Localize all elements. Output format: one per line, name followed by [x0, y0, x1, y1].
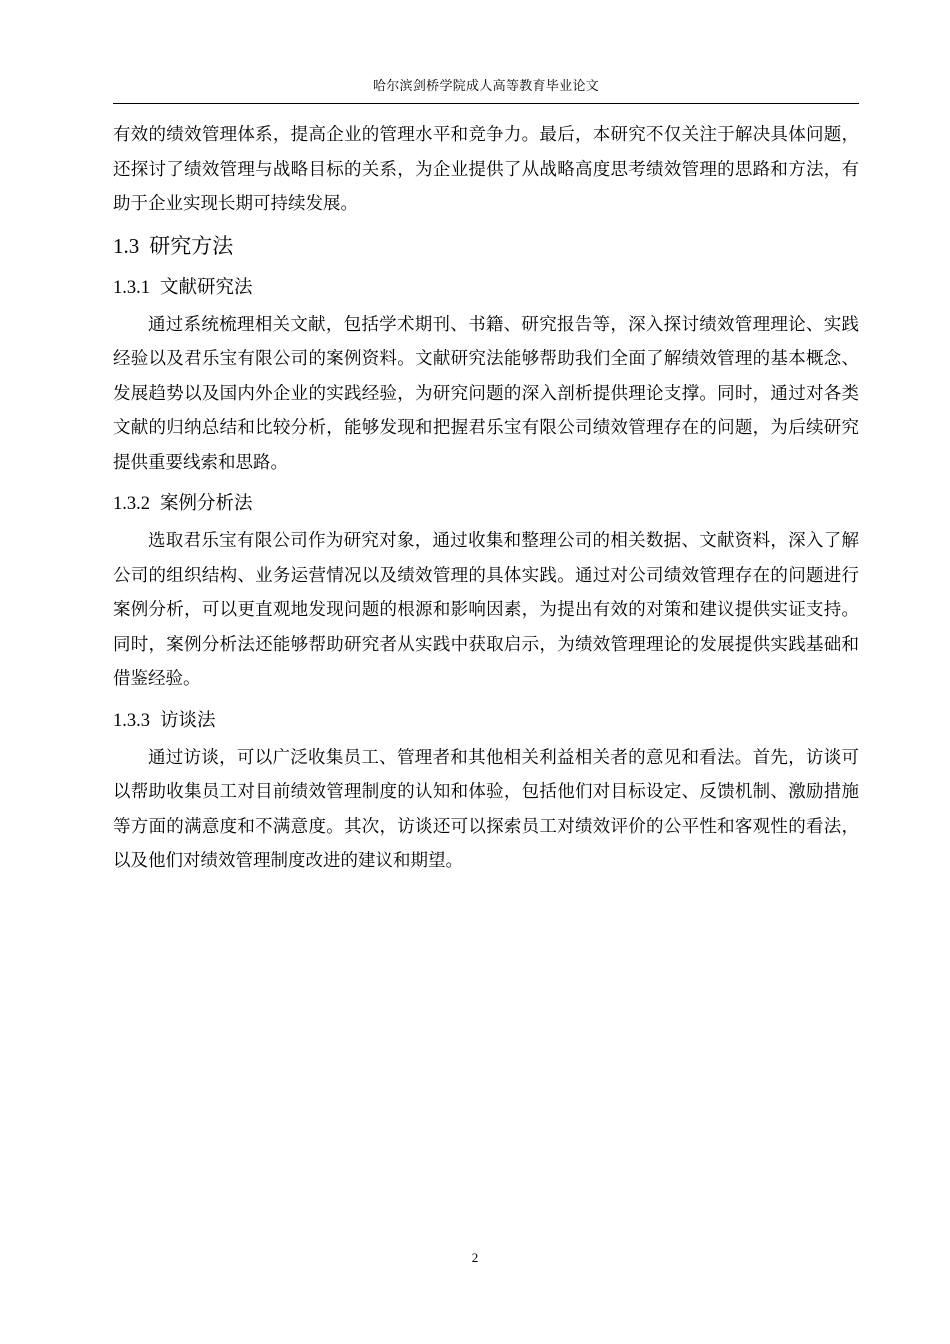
- paragraph-case-analysis-method: 选取君乐宝有限公司作为研究对象，通过收集和整理公司的相关数据、文献资料，深入了解公司的组织结构、业务运营情况以及绩效管理的具体实践。通过对公司绩效管理存在的问题进行案例分析，可以更直观地发现问题的根源和影响因素，为提出有效的对策和建议提供实证支持。同时，案例分析法还能够帮助研究者从实践中获取启示，为绩效管理理论的发展提供实践基础和借鉴经验。: [113, 531, 859, 689]
- subsection-number: 1.3.2: [113, 494, 150, 514]
- paragraph-interview-method: 通过访谈，可以广泛收集员工、管理者和其他相关利益相关者的意见和看法。首先，访谈可以帮助收集员工对目前绩效管理制度的认知和体验，包括他们对目标设定、反馈机制、激励措施等方面的满意度和不满意度。其次，访谈还可以探索员工对绩效评价的公平性和客观性的看法，以及他们对绩效管理制度改进的建议和期望。: [113, 747, 859, 871]
- subsection-heading-1-3-3: [113, 707, 859, 737]
- continued-paragraph: 有效的绩效管理体系，提高企业的管理水平和竞争力。最后，本研究不仅关注于解决具体问题，还探讨了绩效管理与战略目标的关系，为企业提供了从战略高度思考绩效管理的思路和方法，有助于企业实现长期可持续发展。: [113, 125, 859, 214]
- subsection-number: 1.3.1: [113, 277, 150, 298]
- paragraph-literature-method: 通过系统梳理相关文献，包括学术期刊、书籍、研究报告等，深入探讨绩效管理理论、实践经验以及君乐宝有限公司的案例资料。文献研究法能够帮助我们全面了解绩效管理的基本概念、发展趋势以及国内外企业的实践经验，为研究问题的深入剖析提供理论支撑。同时，通过对各类文献的归纳总结和比较分析，能够发现和把握君乐宝有限公司绩效管理存在的问题，为后续研究提供重要线索和思路。: [113, 314, 859, 473]
- running-header: 哈尔滨剑桥学院成人高等教育毕业论文: [372, 79, 600, 94]
- subsection-heading-1-3-2: [113, 490, 859, 520]
- page-body: [113, 118, 859, 879]
- subsection-title: 案例分析法: [160, 493, 253, 514]
- section-heading: [113, 232, 859, 264]
- subsection-title: 文献研究法: [160, 276, 253, 298]
- header-divider: [113, 103, 859, 104]
- section-title: 研究方法: [149, 233, 234, 258]
- subsection-number: 1.3.3: [113, 710, 150, 731]
- subsection-heading-1-3-1: [113, 274, 859, 304]
- page-number: 2: [471, 1250, 479, 1265]
- section-number: 1.3: [113, 233, 140, 258]
- subsection-title: 访谈法: [160, 709, 216, 731]
